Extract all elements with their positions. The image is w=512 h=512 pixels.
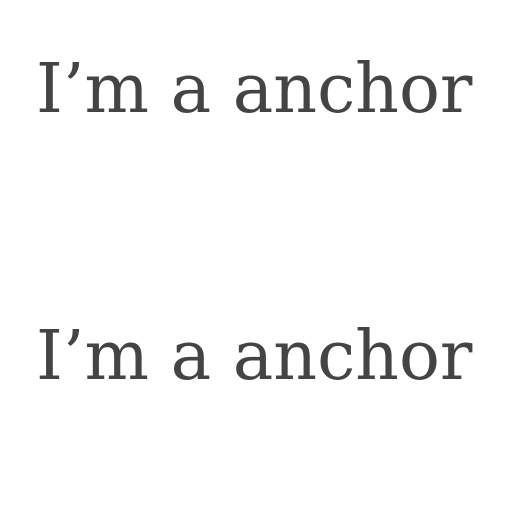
anchor-link-1[interactable]: I’m a anchor — [36, 50, 473, 129]
anchor-link-2[interactable]: I’m a anchor — [36, 317, 473, 396]
